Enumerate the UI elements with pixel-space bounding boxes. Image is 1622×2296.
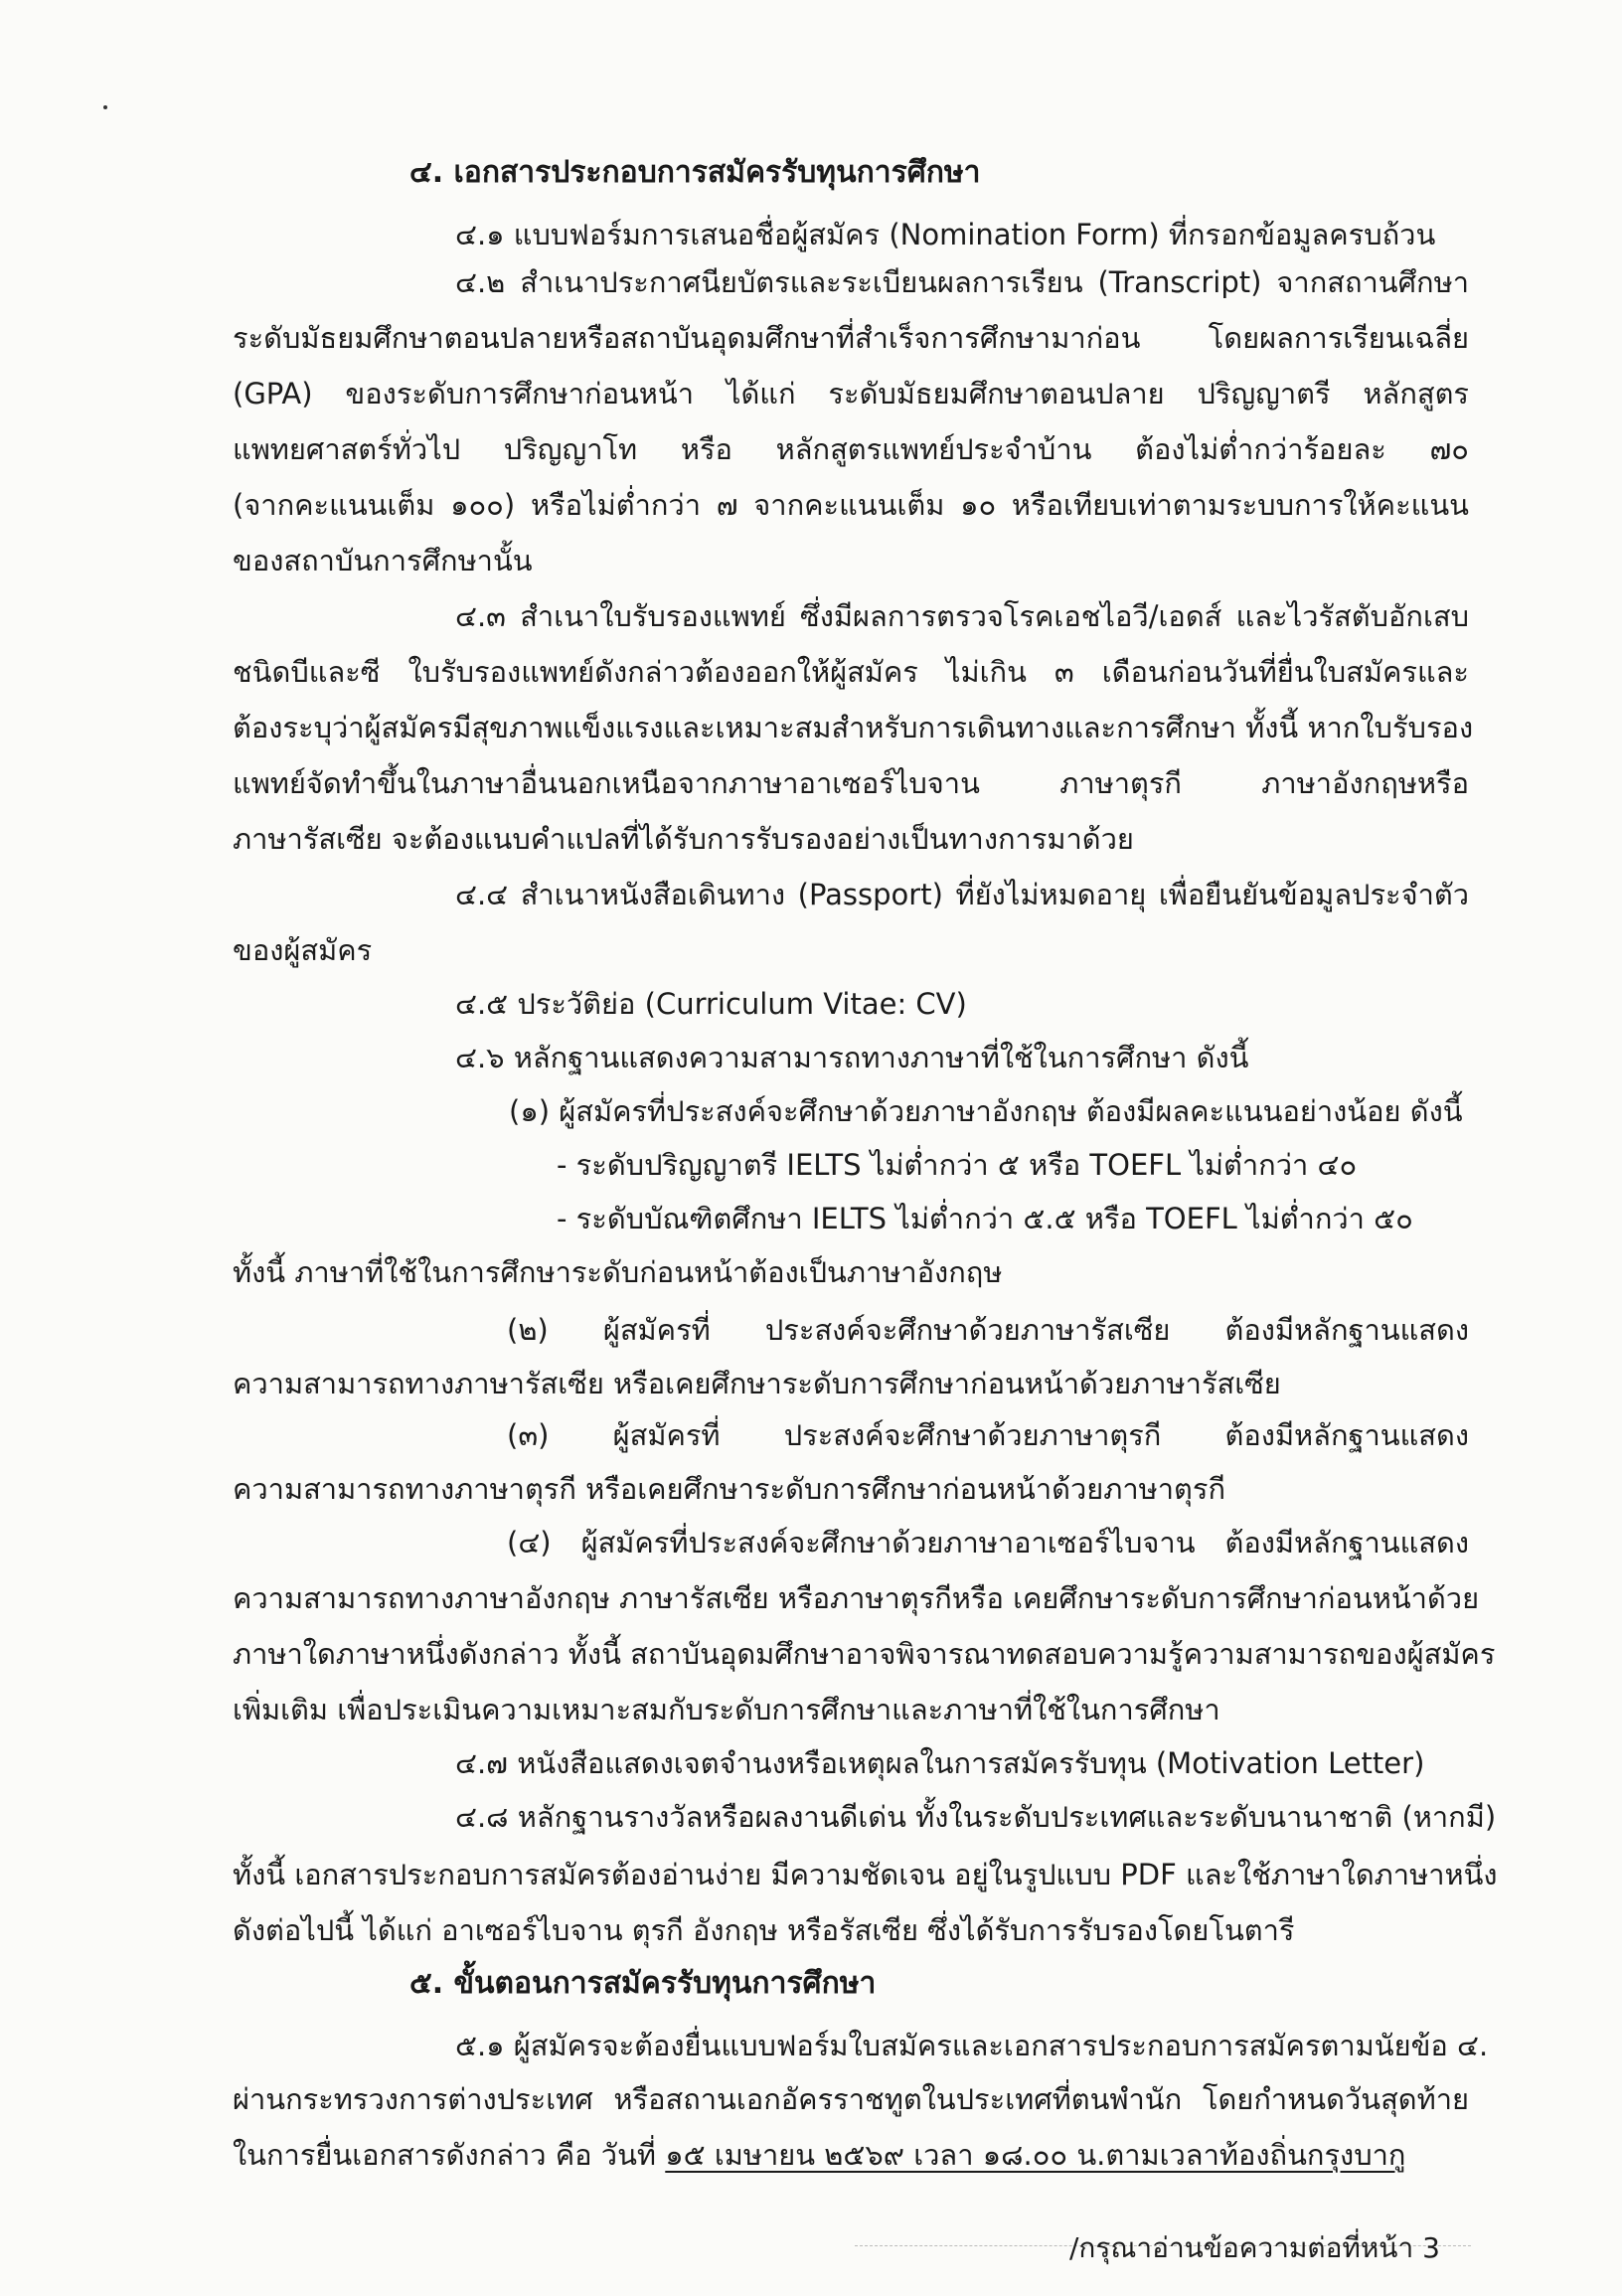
item-4-8: ๔.๘ หลักฐานรางวัลหรือผลงานดีเด่น ทั้งในระดับประเทศและระดับนานาชาติ (หากมี) xyxy=(455,1800,1497,1834)
item-4-2-line-6: ของสถาบันการศึกษานั้น xyxy=(233,544,533,577)
item-5-1-line-3 xyxy=(233,2135,1405,2175)
item-4-2-line-2: ระดับมัธยมศึกษาตอนปลายหรือสถาบันอุดมศึกษาที่สำเร็จการศึกษามาก่อน โดยผลการเรียนเฉลี่ย xyxy=(233,321,1469,355)
note-line-2: ดังต่อไปนี้ ได้แก่ อาเซอร์ไบจาน ตุรกี อังกฤษ หรือรัสเซีย ซึ่งได้รับการรับรองโดยโนตารี xyxy=(233,1913,1295,1947)
item-4-6-4-line-3: ภาษาใดภาษาหนึ่งดังกล่าว ทั้งนี้ สถาบันอุดมศึกษาอาจพิจารณาทดสอบความรู้ความสามารถของผู้สมัคร xyxy=(233,1637,1496,1671)
item-4-6-3-line-2: ความสามารถทางภาษาตุรกี หรือเคยศึกษาระดับการศึกษาก่อนหน้าด้วยภาษาตุรกี xyxy=(233,1472,1226,1506)
item-4-4-line-2: ของผู้สมัคร xyxy=(233,933,373,967)
item-4-3-line-4: แพทย์จัดทำขึ้นในภาษาอื่นนอกเหนือจากภาษาอาเซอร์ไบจาน ภาษาตุรกี ภาษาอังกฤษหรือ xyxy=(233,766,1469,800)
item-4-6-4-line-4: เพิ่มเติม เพื่อประเมินความเหมาะสมกับระดับการศึกษาและภาษาที่ใช้ในการศึกษา xyxy=(233,1693,1220,1726)
item-4-6-2-line-1: (๒) ผู้สมัครที่ ประสงค์จะศึกษาด้วยภาษารัสเซีย ต้องมีหลักฐานแสดง xyxy=(507,1313,1469,1347)
item-4-6-4-line-2: ความสามารถทางภาษาอังกฤษ ภาษารัสเซีย หรือภาษาตุรกีหรือ เคยศึกษาระดับการศึกษาก่อนหน้าด้วย xyxy=(233,1581,1480,1615)
item-5-1-line-2: ผ่านกระทรวงการต่างประเทศ หรือสถานเอกอัครราชทูตในประเทศที่ตนพำนัก โดยกำหนดวันสุดท้าย xyxy=(233,2082,1469,2116)
item-4-6-4-line-1: (๔) ผู้สมัครที่ประสงค์จะศึกษาด้วยภาษาอาเซอร์ไบจาน ต้องมีหลักฐานแสดง xyxy=(507,1526,1469,1559)
item-4-2-line-1: ๔.๒ สำเนาประกาศนียบัตรและระเบียนผลการเรียน (Transcript) จากสถานศึกษา xyxy=(455,265,1469,299)
deadline-prefix: ในการยื่นเอกสารดังกล่าว คือ วันที่ xyxy=(233,2138,666,2172)
section-5-heading: ๕. ขั้นตอนการสมัครรับทุนการศึกษา xyxy=(409,1966,877,2001)
item-4-2-line-4: แพทยศาสตร์ทั่วไป ปริญญาโท หรือ หลักสูตรแพทย์ประจำบ้าน ต้องไม่ต่ำกว่าร้อยละ ๗๐ xyxy=(233,432,1469,466)
item-4-6-1-note: ทั้งนี้ ภาษาที่ใช้ในการศึกษาระดับก่อนหน้าต้องเป็นภาษาอังกฤษ xyxy=(233,1255,1003,1289)
note-line-1: ทั้งนี้ เอกสารประกอบการสมัครต้องอ่านง่าย มีความชัดเจน อยู่ในรูปแบบ PDF และใช้ภาษาใดภาษาหนึ่ง xyxy=(233,1858,1498,1891)
item-5-1-line-1: ๕.๑ ผู้สมัครจะต้องยื่นแบบฟอร์มใบสมัครและเอกสารประกอบการสมัครตามนัยข้อ ๔. xyxy=(455,2029,1489,2062)
item-4-3-line-1: ๔.๓ สำเนาใบรับรองแพทย์ ซึ่งมีผลการตรวจโรคเอชไอวี/เอดส์ และไวรัสตับอักเสบ xyxy=(455,599,1469,633)
item-4-4-line-1: ๔.๔ สำเนาหนังสือเดินทาง (Passport) ที่ยังไม่หมดอายุ เพื่อยืนยันข้อมูลประจำตัว xyxy=(455,878,1469,911)
item-4-2-line-3: (GPA) ของระดับการศึกษาก่อนหน้า ได้แก่ ระดับมัธยมศึกษาตอนปลาย ปริญญาตรี หลักสูตร xyxy=(233,377,1469,410)
item-4-3-line-3: ต้องระบุว่าผู้สมัครมีสุขภาพแข็งแรงและเหมาะสมสำหรับการเดินทางและการศึกษา ทั้งนี้ หากใบรับรอง xyxy=(233,711,1474,744)
scan-speck xyxy=(103,105,107,109)
item-4-6-intro: ๔.๖ หลักฐานแสดงความสามารถทางภาษาที่ใช้ในการศึกษา ดังนี้ xyxy=(455,1041,1249,1074)
item-4-5: ๔.๕ ประวัติย่อ (Curriculum Vitae: CV) xyxy=(455,987,967,1021)
item-4-6-1-bachelor: - ระดับปริญญาตรี IELTS ไม่ต่ำกว่า ๕ หรือ TOEFL ไม่ต่ำกว่า ๔๐ xyxy=(557,1148,1358,1182)
item-4-6-2-line-2: ความสามารถทางภาษารัสเซีย หรือเคยศึกษาระดับการศึกษาก่อนหน้าด้วยภาษารัสเซีย xyxy=(233,1367,1281,1400)
item-4-3-line-5: ภาษารัสเซีย จะต้องแนบคำแปลที่ได้รับการรับรองอย่างเป็นทางการมาด้วย xyxy=(233,822,1134,856)
deadline-date: ๑๕ เมษายน ๒๕๖๙ เวลา ๑๘.๐๐ น.ตามเวลาท้องถิ่นกรุงบากู xyxy=(665,2138,1406,2172)
section-4-heading: ๔. เอกสารประกอบการสมัครรับทุนการศึกษา xyxy=(409,155,981,190)
item-4-2-line-5: (จากคะแนนเต็ม ๑๐๐) หรือไม่ต่ำกว่า ๗ จากคะแนนเต็ม ๑๐ หรือเทียบเท่าตามระบบการให้คะแนน xyxy=(233,488,1469,522)
item-4-6-1-graduate: - ระดับบัณฑิตศึกษา IELTS ไม่ต่ำกว่า ๕.๕ หรือ TOEFL ไม่ต่ำกว่า ๕๐ xyxy=(557,1202,1413,1235)
item-4-3-line-2: ชนิดบีและซี ใบรับรองแพทย์ดังกล่าวต้องออกให้ผู้สมัคร ไม่เกิน ๓ เดือนก่อนวันที่ยื่นใบสมัครและ xyxy=(233,655,1469,689)
item-4-6-3-line-1: (๓) ผู้สมัครที่ ประสงค์จะศึกษาด้วยภาษาตุรกี ต้องมีหลักฐานแสดง xyxy=(507,1418,1469,1452)
item-4-7: ๔.๗ หนังสือแสดงเจตจำนงหรือเหตุผลในการสมัครรับทุน (Motivation Letter) xyxy=(455,1746,1425,1780)
item-4-1: ๔.๑ แบบฟอร์มการเสนอชื่อผู้สมัคร (Nomination Form) ที่กรอกข้อมูลครบถ้วน xyxy=(455,218,1436,251)
item-4-6-1: (๑) ผู้สมัครที่ประสงค์จะศึกษาด้วยภาษาอังกฤษ ต้องมีผลคะแนนอย่างน้อย ดังนี้ xyxy=(509,1094,1463,1128)
continue-note: /กรุณาอ่านข้อความต่อที่หน้า 3 xyxy=(1069,2231,1440,2264)
